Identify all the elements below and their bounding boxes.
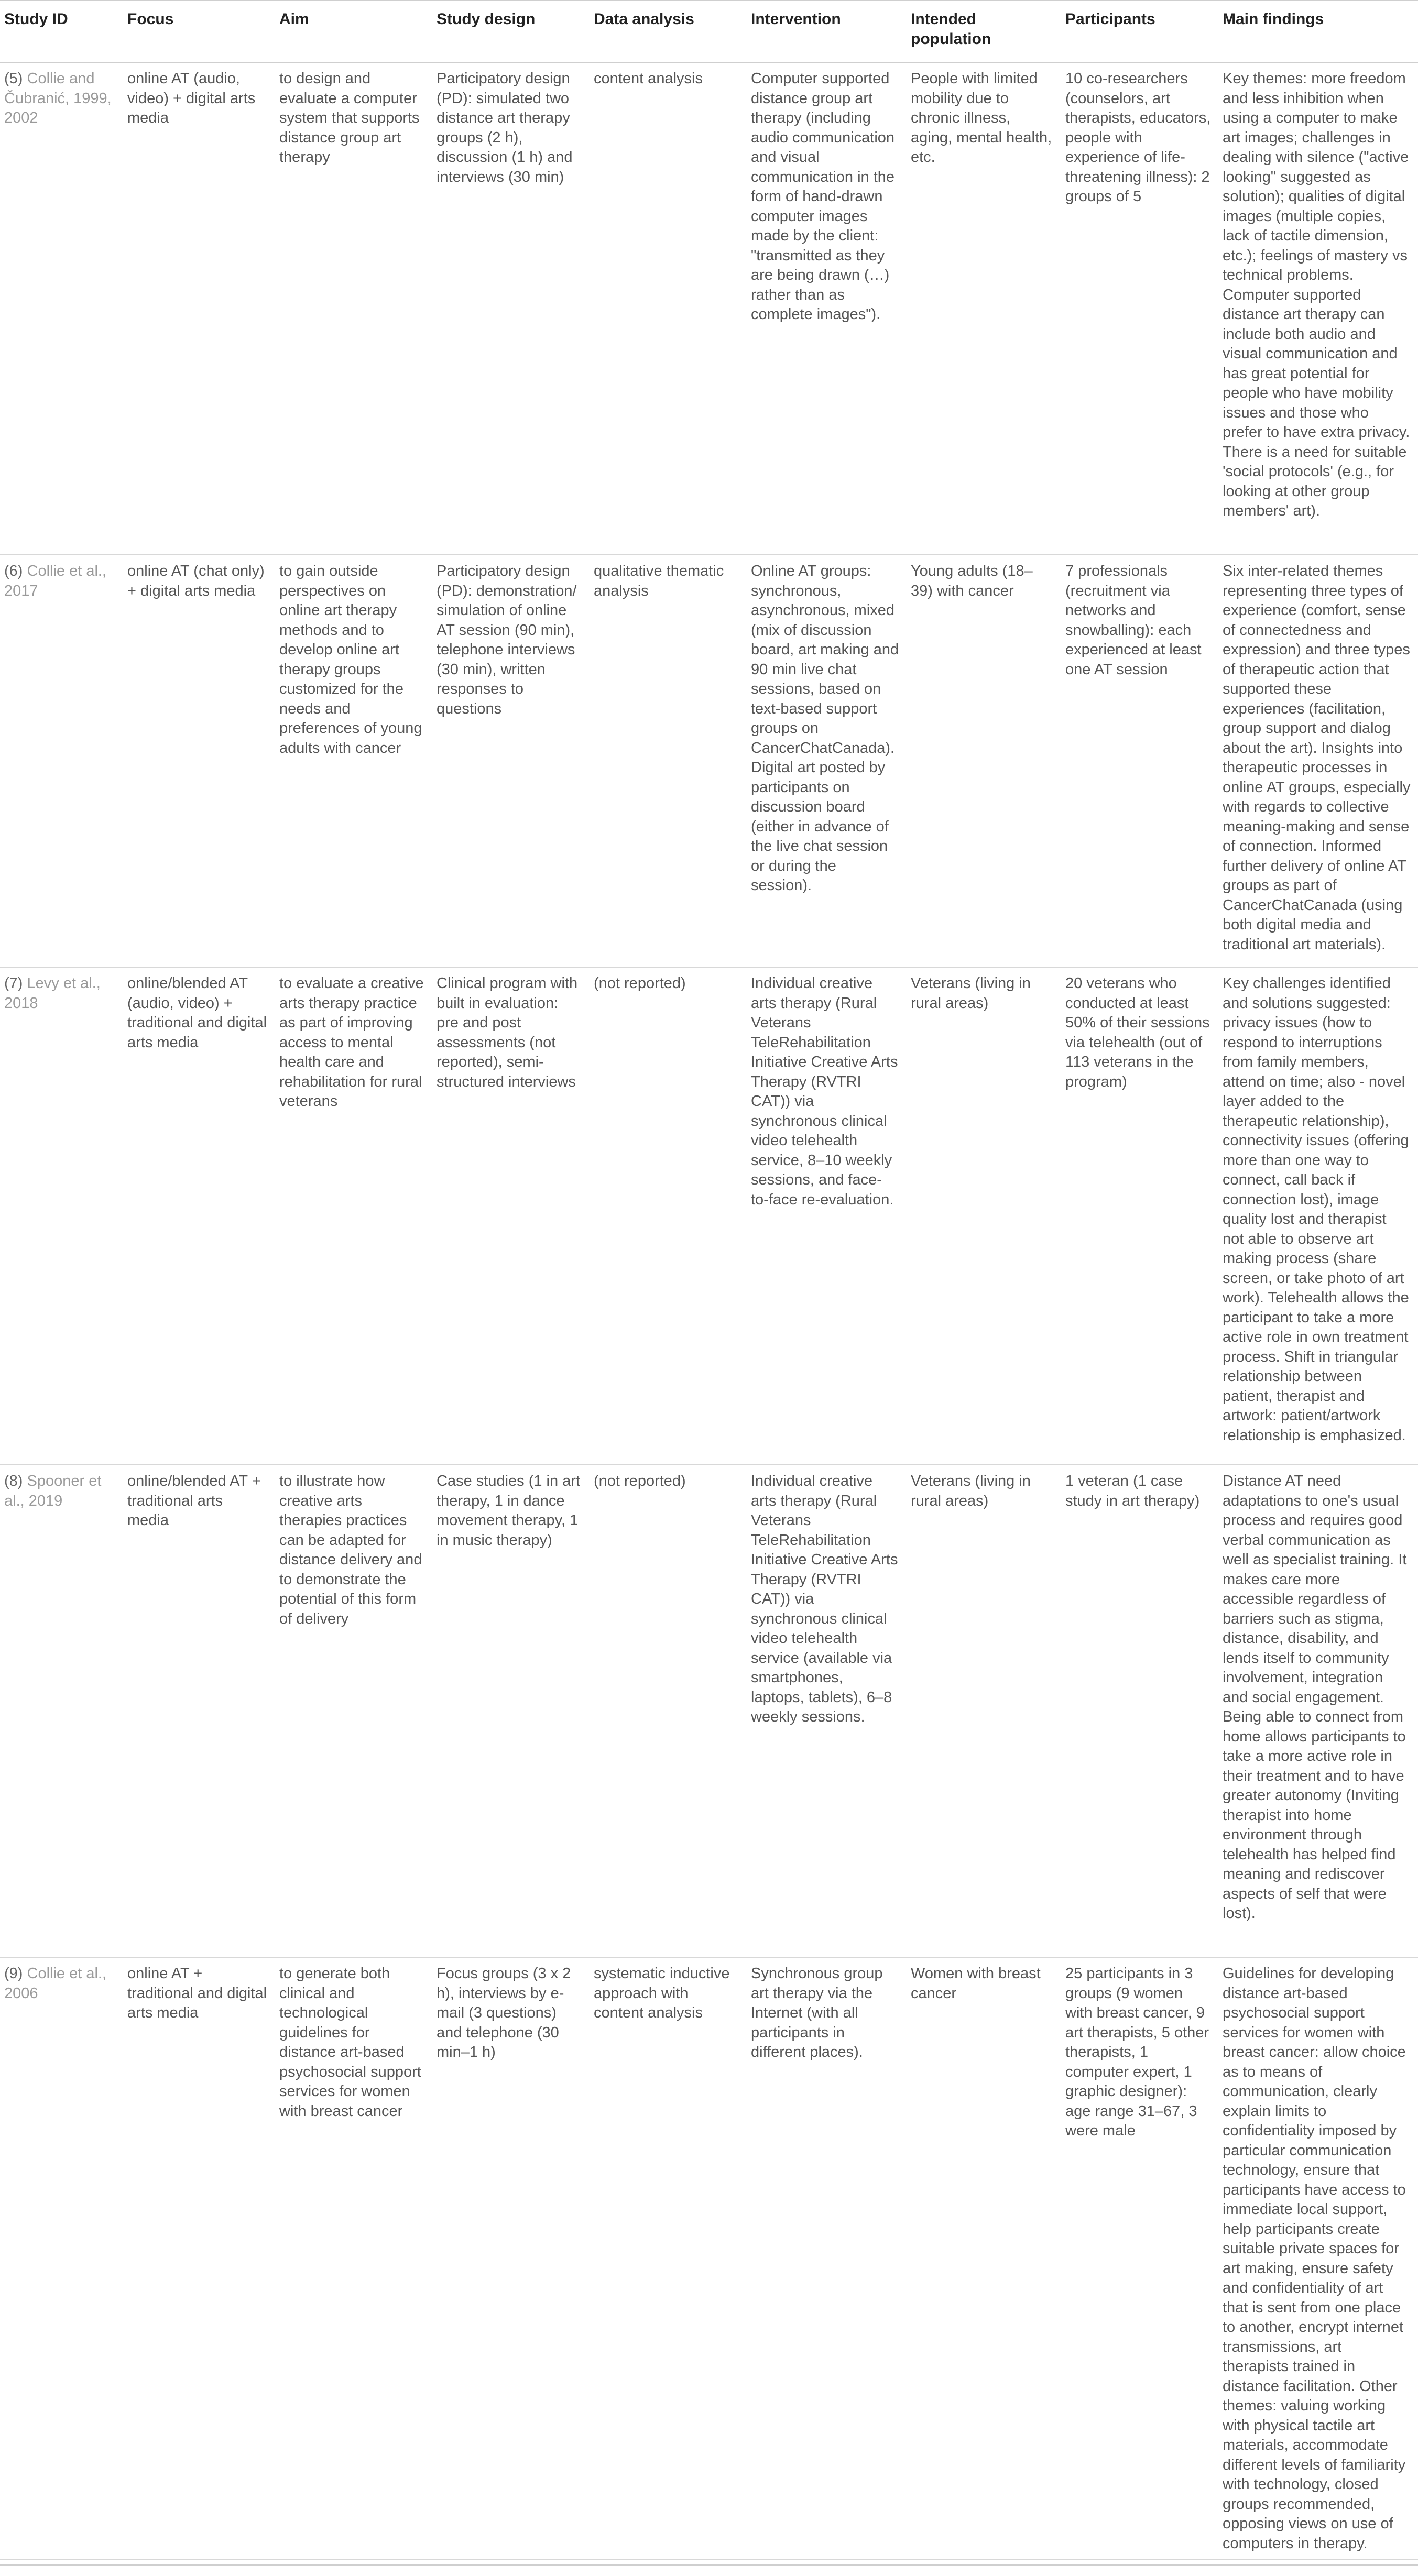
population-cell: Veterans (living in rural areas) [911, 1473, 1031, 1509]
design-cell: Clinical program with built in evaluation: pre and post assessments (not reported), semi-structured interviews [437, 975, 578, 1090]
participants-cell: 25 participants in 3 groups (9 women with breast cancer, 9 art therapists, 5 other therapists, 1 computer expert, 1 graphic designer): age range 31–67, 3 were male [1065, 1965, 1209, 2139]
header-study-id: Study ID [4, 10, 68, 28]
table-row [0, 1465, 1418, 1958]
focus-cell: online AT (audio, video) + digital arts media [127, 70, 256, 126]
population-cell: People with limited mobility due to chronic illness, aging, mental health, etc. [911, 70, 1052, 166]
intervention-cell: Individual creative arts therapy (Rural Veterans TeleRehabilitation Initiative Creative Arts Therapy (RVTRI CAT)) via synchronous clinical video telehealth service (available via smartphones, laptops, tablets), 6–8 weekly sessions. [751, 1473, 898, 1725]
table-row [0, 63, 1418, 555]
findings-cell: Distance AT need adaptations to one's usual process and requires good verbal communication as well as specialist training. It makes care more accessible regardless of barriers such as stigma, distance, disability, and lends itself to community involvement, integration and social engagement. Being able to connect from home allows participants to take a more active role in their treatment and to have greater autonomy (Inviting therapist into home environment through telehealth has helped find meaning and rediscover aspects of self that were lost). [1223, 1473, 1407, 1922]
findings-cell: Key challenges identified and solutions suggested: privacy issues (how to respond to interruptions from family members, attend on time; also - novel layer added to the therapeutic relationship), connectivity issues (offering more than one way to connect, call back if connection lost), image quality lost and therapist not able to observe art making process (share screen, or take photo of art work). Telehealth allows the participant to take a more active role in own treatment process. Shift in triangular relationship between patient, therapist and artwork: patient/artwork relationship is emphasized. [1223, 975, 1409, 1444]
population-cell: Young adults (18–39) with cancer [911, 563, 1033, 599]
analysis-cell: (not reported) [594, 1473, 686, 1489]
findings-cell: Key themes: more freedom and less inhibition when using a computer to make art images; challenges in dealing with silence ("active looking" suggested as solution); qualities of digital images (multiple copies, lack of tactile dimension, etc.); feelings of mastery vs technical problems. Computer supported distance art therapy can include both audio and visual communication and has great potential for people who have mobility issues and those who prefer to have extra privacy. There is a need for suitable 'social protocols' (e.g., for looking at other group members' art). [1223, 70, 1410, 519]
intervention-cell: Individual creative arts therapy (Rural Veterans TeleRehabilitation Initiative Creative Arts Therapy (RVTRI CAT)) via synchronous clinical video telehealth service, 8–10 weekly sessions, and face-to-face re-evaluation. [751, 975, 898, 1208]
table-row [0, 1958, 1418, 2560]
ref-number: (5) [4, 70, 23, 87]
header-aim: Aim [279, 10, 309, 28]
analysis-cell: content analysis [594, 70, 703, 87]
intervention-cell: Synchronous group art therapy via the Internet (with all participants in different places). [751, 1965, 883, 2060]
ref-link[interactable]: Collie et al., 2006 [4, 1965, 107, 2002]
analysis-cell: qualitative thematic analysis [594, 563, 724, 599]
aim-cell: to generate both clinical and technological guidelines for distance art-based psychosocial support services for women with breast cancer [279, 1965, 421, 2120]
header-intended-population: Intended population [911, 10, 991, 48]
population-cell: Women with breast cancer [911, 1965, 1041, 2002]
intervention-cell: Computer supported distance group art therapy (including audio communication and visual communication in the form of hand-drawn computer images made by the client: "transmitted as they are being drawn (…) rather than as complete images"). [751, 70, 895, 323]
aim-cell: to gain outside perspectives on online art therapy methods and to develop online art therapy groups customized for the needs and preferences of young adults with cancer [279, 563, 422, 757]
findings-cell: Guidelines for developing distance art-based psychosocial support services for women with breast cancer: allow choice as to means of communication, clearly explain limits to confidentiality imposed by particular communication technology, ensure that participants have access to immediate local support, help participants create suitable private spaces for art making, ensure safety and confidentiality of art that is sent from one place to another, encrypt internet transmissions, art therapists trained in distance facilitation. Other themes: valuing working with physical tactile art materials, accommodate different levels of familiarity with technology, closed groups recommended, opposing views on use of computers in therapy. [1223, 1965, 1406, 2552]
study-id-cell [0, 968, 123, 1464]
aim-cell: to design and evaluate a computer system that supports distance group art therapy [279, 70, 420, 166]
focus-cell: online AT + traditional and digital arts media [127, 1965, 267, 2021]
table-row [0, 968, 1418, 1465]
focus-cell: online/blended AT (audio, video) + traditional and digital arts media [127, 975, 267, 1051]
focus-cell: online/blended AT + traditional arts media [127, 1473, 261, 1529]
ref-number: (8) [4, 1473, 23, 1489]
study-id-cell [0, 63, 123, 554]
header-focus: Focus [127, 10, 174, 28]
ref-link[interactable]: Levy et al., 2018 [4, 975, 101, 1012]
ref-number: (9) [4, 1965, 23, 1982]
aim-cell: to illustrate how creative arts therapies practices can be adapted for distance delivery and to demonstrate the potential of this form of delivery [279, 1473, 422, 1627]
intervention-cell: Online AT groups: synchronous, asynchronous, mixed (mix of discussion board, art making and 90 min live chat sessions, based on text-based support groups on CancerChatCanada). Digital art posted by participants on discussion board (either in advance of the live chat session or during the session). [751, 563, 899, 894]
analysis-cell: systematic inductive approach with content analysis [594, 1965, 730, 2021]
table-row [0, 555, 1418, 968]
ref-link[interactable]: Collie and Čubranić, 1999, 2002 [4, 70, 112, 126]
findings-cell: Six inter-related themes representing three types of experience (comfort, sense of connectedness and expression) and three types of therapeutic action that supported these experiences (facilitation, group support and dialog about the art). Insights into therapeutic processes in online AT groups, especially with regards to collective meaning-making and sense of connection. Informed further delivery of online AT groups as part of CancerChatCanada (using both digital media and traditional art materials). [1223, 563, 1411, 953]
aim-cell: to evaluate a creative arts therapy practice as part of improving access to mental health care and rehabilitation for rural veterans [279, 975, 424, 1110]
study-id-cell [0, 555, 123, 967]
analysis-cell: (not reported) [594, 975, 686, 992]
header-intervention: Intervention [751, 10, 841, 28]
study-id-cell [0, 1958, 123, 2559]
population-cell: Veterans (living in rural areas) [911, 975, 1031, 1012]
header-main-findings: Main findings [1223, 10, 1324, 28]
ref-number: (7) [4, 975, 23, 992]
table-header [0, 0, 1418, 63]
participants-cell: 10 co-researchers (counselors, art therapists, educators, people with experience of life-threatening illness): 2 groups of 5 [1065, 70, 1211, 205]
ref-number: (6) [4, 563, 23, 579]
design-cell: Participatory design (PD): simulated two distance art therapy groups (2 h), discussion (1 h) and interviews (30 min) [437, 70, 573, 185]
focus-cell: online AT (chat only) + digital arts media [127, 563, 265, 599]
study-id-cell [0, 1465, 123, 1957]
table-bottom-rule [0, 2564, 1418, 2566]
participants-cell: 20 veterans who conducted at least 50% of their sessions via telehealth (out of 113 veterans in the program) [1065, 975, 1210, 1090]
ref-link[interactable]: Spooner et al., 2019 [4, 1473, 102, 1509]
design-cell: Focus groups (3 x 2 h), interviews by e-mail (3 questions) and telephone (30 min–1 h) [437, 1965, 571, 2060]
design-cell: Case studies (1 in art therapy, 1 in dance movement therapy, 1 in music therapy) [437, 1473, 581, 1549]
participants-cell: 7 professionals (recruitment via networks and snowballing): each experienced at least one AT session [1065, 563, 1202, 678]
header-data-analysis: Data analysis [594, 10, 694, 28]
header-study-design: Study design [437, 10, 536, 28]
participants-cell: 1 veteran (1 case study in art therapy) [1065, 1473, 1200, 1509]
design-cell: Participatory design (PD): demonstration/ simulation of online AT session (90 min), telephone interviews (30 min), written responses to questions [437, 563, 577, 717]
header-participants: Participants [1065, 10, 1155, 28]
ref-link[interactable]: Collie et al., 2017 [4, 563, 107, 599]
